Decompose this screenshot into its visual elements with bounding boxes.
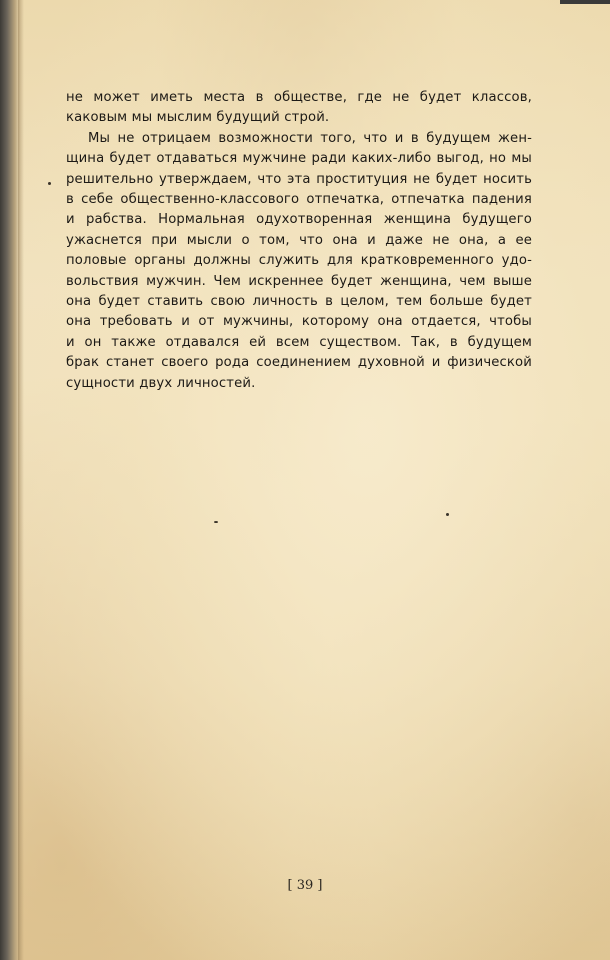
text-line: ужаснется при мысли о том, что она и даже не она, а ее [66, 232, 532, 248]
page-number: [ 39 ] [287, 878, 323, 893]
text-line: Мы не отрицаем возможности того, что и в будущем жен- [88, 130, 532, 146]
text-line: и он также отдавался ей всем существом. Так, в будущем [66, 334, 532, 350]
text-line: и рабства. Нормальная одухотворенная женщина будущего [66, 212, 532, 228]
spine-shadow [18, 0, 24, 960]
text-line: вольствия мужчин. Чем искреннее будет женщина, чем выше [66, 273, 532, 289]
text-line: решительно утверждаем, что эта проституция не будет носить [66, 171, 532, 187]
scan-edge-mark [560, 0, 610, 4]
text-line: сущности двух личностей. [66, 375, 256, 391]
text-line: в себе общественно-классового отпечатка, отпечатка падения [66, 192, 532, 208]
book-spine [0, 0, 20, 960]
text-line: половые органы должны служить для кратковременного удо- [66, 253, 532, 269]
paper-speck [214, 521, 218, 523]
body-text [66, 88, 532, 394]
text-line: щина будет отдаваться мужчине ради каких-либо выгод, но мы [66, 151, 532, 167]
text-line: брак станет своего рода соединением духовной и физической [66, 355, 532, 371]
paper-speck [446, 513, 449, 516]
paper-speck [48, 182, 51, 185]
text-line: каковым мы мыслим будущий строй. [66, 110, 330, 126]
text-line: не может иметь места в обществе, где не будет классов, [66, 90, 532, 105]
text-line: она будет ставить свою личность в целом, тем больше будет [66, 294, 532, 310]
text-line: она требовать и от мужчины, которому она отдается, чтобы [66, 314, 532, 330]
